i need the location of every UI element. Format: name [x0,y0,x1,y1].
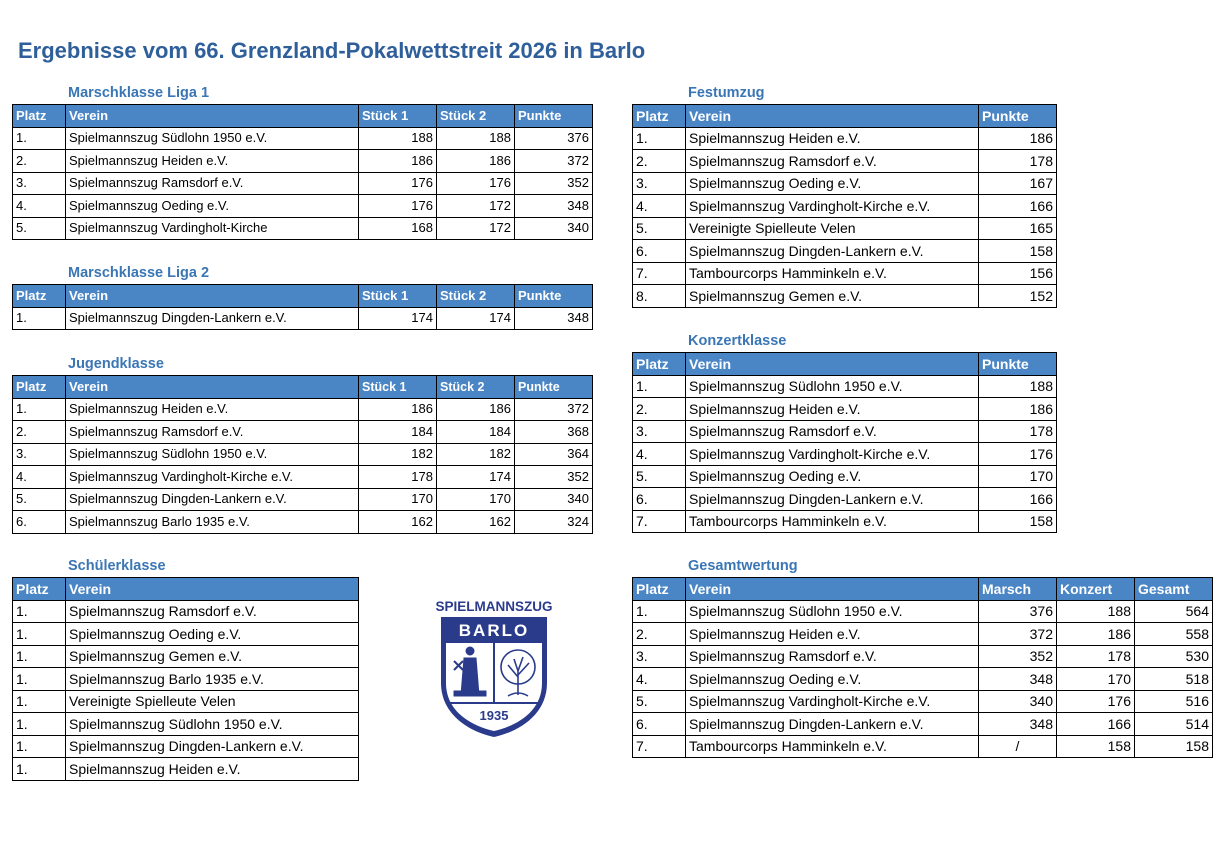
cell-konzert: 166 [1057,713,1135,736]
cell-s2: 174 [437,307,515,330]
header-stueck-2: Stück 2 [437,285,515,308]
cell-s2: 186 [437,150,515,173]
cell-punkte: 340 [515,217,593,240]
cell-verein: Spielmannszug Vardingholt-Kirche e.V. [66,466,359,489]
header-platz: Platz [633,578,686,601]
header-platz: Platz [13,285,66,308]
header-punkte: Punkte [515,285,593,308]
cell-s2: 172 [437,195,515,218]
cell-verein: Spielmannszug Heiden e.V. [66,150,359,173]
table-row [13,690,359,713]
cell-s1: 188 [359,127,437,150]
cell-s2: 172 [437,217,515,240]
table-row [633,735,1213,758]
cell-punkte: 186 [979,127,1057,150]
table-row [633,150,1057,173]
table-row [633,420,1057,443]
cell-punkte: 152 [979,285,1057,308]
schuelerklasse-table [12,577,359,781]
cell-verein: Spielmannszug Südlohn 1950 e.V. [66,713,359,736]
cell-konzert: 186 [1057,623,1135,646]
header-verein: Verein [66,105,359,128]
header-verein: Verein [66,578,359,601]
cell-verein: Spielmannszug Oeding e.V. [686,465,979,488]
table-row [13,150,593,173]
cell-platz: 7. [633,735,686,758]
cell-marsch: / [979,735,1057,758]
cell-marsch: 348 [979,713,1057,736]
cell-verein: Vereinigte Spielleute Velen [686,217,979,240]
header-stueck-1: Stück 1 [359,105,437,128]
header-platz: Platz [633,105,686,128]
cell-marsch: 372 [979,623,1057,646]
cell-platz: 1. [13,600,66,623]
cell-verein: Spielmannszug Südlohn 1950 e.V. [66,127,359,150]
cell-punkte: 348 [515,307,593,330]
table-row [633,510,1057,533]
cell-s1: 182 [359,443,437,466]
cell-s1: 176 [359,172,437,195]
table-row [13,645,359,668]
cell-s1: 176 [359,195,437,218]
table-row [633,217,1057,240]
cell-platz: 1. [13,758,66,781]
logo-year: 1935 [479,708,509,723]
section-title-schuelerklasse: Schülerklasse [68,558,166,574]
table-row [13,443,593,466]
cell-konzert: 188 [1057,600,1135,623]
header-marsch: Marsch [979,578,1057,601]
cell-s2: 184 [437,421,515,444]
cell-punkte: 372 [515,398,593,421]
header-stueck-1: Stück 1 [359,376,437,399]
cell-verein: Spielmannszug Heiden e.V. [686,127,979,150]
cell-platz: 1. [13,127,66,150]
table-header-row [13,105,593,128]
marschklasse-liga-2-table [12,284,593,330]
header-punkte: Punkte [979,105,1057,128]
cell-gesamt: 558 [1135,623,1213,646]
cell-punkte: 372 [515,150,593,173]
cell-punkte: 165 [979,217,1057,240]
table-row [13,511,593,534]
header-platz: Platz [13,376,66,399]
cell-punkte: 170 [979,465,1057,488]
cell-platz: 1. [13,307,66,330]
cell-platz: 4. [633,668,686,691]
cell-marsch: 352 [979,645,1057,668]
cell-punkte: 166 [979,488,1057,511]
cell-verein: Spielmannszug Dingden-Lankern e.V. [686,713,979,736]
cell-verein: Spielmannszug Vardingholt-Kirche e.V. [686,195,979,218]
cell-platz: 5. [633,465,686,488]
jugendklasse-table [12,375,593,534]
cell-punkte: 368 [515,421,593,444]
cell-s1: 186 [359,150,437,173]
cell-verein: Spielmannszug Oeding e.V. [686,172,979,195]
cell-verein: Spielmannszug Dingden-Lankern e.V. [66,735,359,758]
section-title-marschklasse-liga-2: Marschklasse Liga 2 [68,265,210,281]
header-verein: Verein [66,376,359,399]
cell-platz: 7. [633,510,686,533]
table-header-row [13,578,359,601]
cell-platz: 6. [13,511,66,534]
table-row [633,398,1057,421]
cell-gesamt: 518 [1135,668,1213,691]
cell-platz: 3. [633,420,686,443]
table-header-row [633,578,1213,601]
cell-platz: 4. [13,195,66,218]
logo-text-name: BARLO [458,621,530,640]
cell-verein: Spielmannszug Südlohn 1950 e.V. [66,443,359,466]
header-stueck-2: Stück 2 [437,105,515,128]
cell-punkte: 178 [979,150,1057,173]
table-row [13,668,359,691]
cell-s1: 184 [359,421,437,444]
cell-s2: 188 [437,127,515,150]
cell-platz: 5. [633,690,686,713]
cell-verein: Spielmannszug Vardingholt-Kirche e.V. [686,443,979,466]
table-row [633,443,1057,466]
table-row [633,465,1057,488]
table-row [633,195,1057,218]
table-row [13,398,593,421]
cell-s2: 162 [437,511,515,534]
cell-verein: Spielmannszug Oeding e.V. [66,623,359,646]
cell-konzert: 158 [1057,735,1135,758]
cell-s1: 186 [359,398,437,421]
cell-s2: 176 [437,172,515,195]
header-platz: Platz [13,578,66,601]
cell-platz: 1. [13,645,66,668]
section-title-gesamtwertung: Gesamtwertung [688,558,798,574]
cell-punkte: 364 [515,443,593,466]
cell-verein: Spielmannszug Heiden e.V. [686,398,979,421]
header-verein: Verein [686,578,979,601]
cell-verein: Spielmannszug Heiden e.V. [66,758,359,781]
table-row [633,668,1213,691]
cell-verein: Spielmannszug Ramsdorf e.V. [686,420,979,443]
cell-verein: Spielmannszug Dingden-Lankern e.V. [66,307,359,330]
table-row [13,307,593,330]
table-header-row [13,285,593,308]
cell-verein: Tambourcorps Hamminkeln e.V. [686,262,979,285]
cell-verein: Spielmannszug Dingden-Lankern e.V. [686,488,979,511]
cell-punkte: 188 [979,375,1057,398]
cell-s2: 174 [437,466,515,489]
table-row [633,713,1213,736]
marschklasse-liga-1-table [12,104,593,240]
cell-s1: 178 [359,466,437,489]
section-title-marschklasse-liga-1: Marschklasse Liga 1 [68,85,210,101]
cell-s2: 182 [437,443,515,466]
festumzug-table [632,104,1057,308]
page-title: Ergebnisse vom 66. Grenzland-Pokalwettstreit 2026 in Barlo [18,38,646,63]
table-row [13,195,593,218]
cell-marsch: 376 [979,600,1057,623]
cell-punkte: 166 [979,195,1057,218]
cell-punkte: 186 [979,398,1057,421]
header-stueck-1: Stück 1 [359,285,437,308]
cell-punkte: 340 [515,488,593,511]
cell-marsch: 348 [979,668,1057,691]
cell-verein: Spielmannszug Oeding e.V. [686,668,979,691]
cell-verein: Spielmannszug Dingden-Lankern e.V. [686,240,979,263]
cell-platz: 8. [633,285,686,308]
table-header-row [633,105,1057,128]
table-row [633,488,1057,511]
cell-platz: 5. [13,488,66,511]
table-row [13,623,359,646]
table-row [13,421,593,444]
cell-verein: Spielmannszug Ramsdorf e.V. [686,645,979,668]
cell-verein: Vereinigte Spielleute Velen [66,690,359,713]
table-row [13,758,359,781]
cell-konzert: 178 [1057,645,1135,668]
header-punkte: Punkte [979,353,1057,376]
table-row [633,690,1213,713]
cell-s1: 174 [359,307,437,330]
cell-platz: 2. [633,150,686,173]
section-title-festumzug: Festumzug [688,85,765,101]
cell-verein: Spielmannszug Vardingholt-Kirche e.V. [686,690,979,713]
header-platz: Platz [13,105,66,128]
table-row [13,172,593,195]
cell-platz: 6. [633,713,686,736]
table-row [13,217,593,240]
section-title-jugendklasse: Jugendklasse [68,356,164,372]
cell-s2: 170 [437,488,515,511]
cell-punkte: 158 [979,510,1057,533]
gesamtwertung-table [632,577,1213,758]
table-row [13,466,593,489]
cell-punkte: 176 [979,443,1057,466]
cell-verein: Spielmannszug Gemen e.V. [686,285,979,308]
cell-verein: Spielmannszug Vardingholt-Kirche [66,217,359,240]
cell-platz: 1. [13,668,66,691]
cell-platz: 1. [13,398,66,421]
cell-platz: 3. [633,172,686,195]
cell-verein: Spielmannszug Südlohn 1950 e.V. [686,600,979,623]
table-row [633,262,1057,285]
cell-s1: 170 [359,488,437,511]
header-punkte: Punkte [515,105,593,128]
cell-marsch: 340 [979,690,1057,713]
table-row [13,488,593,511]
header-gesamt: Gesamt [1135,578,1213,601]
table-row [13,713,359,736]
cell-punkte: 352 [515,172,593,195]
header-verein: Verein [66,285,359,308]
cell-platz: 1. [13,623,66,646]
cell-verein: Spielmannszug Dingden-Lankern e.V. [66,488,359,511]
header-verein: Verein [686,105,979,128]
header-platz: Platz [633,353,686,376]
cell-verein: Spielmannszug Barlo 1935 e.V. [66,668,359,691]
cell-platz: 2. [13,150,66,173]
cell-platz: 2. [633,398,686,421]
cell-verein: Spielmannszug Ramsdorf e.V. [686,150,979,173]
cell-punkte: 178 [979,420,1057,443]
cell-platz: 6. [633,488,686,511]
cell-platz: 1. [13,713,66,736]
table-row [633,600,1213,623]
cell-platz: 3. [13,443,66,466]
cell-punkte: 158 [979,240,1057,263]
table-header-row [633,353,1057,376]
konzertklasse-table [632,352,1057,533]
header-verein: Verein [686,353,979,376]
table-row [633,285,1057,308]
cell-verein: Spielmannszug Barlo 1935 e.V. [66,511,359,534]
header-stueck-2: Stück 2 [437,376,515,399]
cell-platz: 4. [633,195,686,218]
cell-s1: 168 [359,217,437,240]
cell-platz: 5. [13,217,66,240]
logo-text-top: SPIELMANNSZUG [435,599,553,614]
cell-verein: Spielmannszug Heiden e.V. [686,623,979,646]
cell-verein: Spielmannszug Heiden e.V. [66,398,359,421]
table-row [633,623,1213,646]
cell-gesamt: 530 [1135,645,1213,668]
cell-platz: 1. [13,735,66,758]
cell-verein: Tambourcorps Hamminkeln e.V. [686,735,979,758]
cell-platz: 1. [633,600,686,623]
cell-platz: 1. [13,690,66,713]
cell-gesamt: 516 [1135,690,1213,713]
table-header-row [13,376,593,399]
table-row [633,172,1057,195]
section-title-konzertklasse: Konzertklasse [688,333,787,349]
cell-punkte: 352 [515,466,593,489]
cell-platz: 7. [633,262,686,285]
cell-konzert: 170 [1057,668,1135,691]
cell-verein: Spielmannszug Südlohn 1950 e.V. [686,375,979,398]
cell-platz: 5. [633,217,686,240]
table-row [633,127,1057,150]
cell-platz: 1. [633,375,686,398]
table-row [633,240,1057,263]
cell-punkte: 376 [515,127,593,150]
header-punkte: Punkte [515,376,593,399]
cell-gesamt: 158 [1135,735,1213,758]
cell-punkte: 324 [515,511,593,534]
cell-konzert: 176 [1057,690,1135,713]
cell-platz: 3. [13,172,66,195]
cell-platz: 4. [633,443,686,466]
spielmannszug-barlo-logo [434,595,554,740]
table-row [13,735,359,758]
table-row [13,600,359,623]
cell-verein: Spielmannszug Ramsdorf e.V. [66,172,359,195]
cell-verein: Spielmannszug Ramsdorf e.V. [66,600,359,623]
cell-platz: 2. [13,421,66,444]
cell-gesamt: 564 [1135,600,1213,623]
cell-platz: 3. [633,645,686,668]
cell-gesamt: 514 [1135,713,1213,736]
cell-verein: Spielmannszug Ramsdorf e.V. [66,421,359,444]
cell-platz: 4. [13,466,66,489]
table-row [13,127,593,150]
table-row [633,375,1057,398]
cell-platz: 2. [633,623,686,646]
cell-s1: 162 [359,511,437,534]
cell-verein: Spielmannszug Oeding e.V. [66,195,359,218]
cell-punkte: 348 [515,195,593,218]
header-konzert: Konzert [1057,578,1135,601]
cell-verein: Tambourcorps Hamminkeln e.V. [686,510,979,533]
cell-punkte: 156 [979,262,1057,285]
cell-platz: 1. [633,127,686,150]
cell-verein: Spielmannszug Gemen e.V. [66,645,359,668]
table-row [633,645,1213,668]
cell-punkte: 167 [979,172,1057,195]
cell-platz: 6. [633,240,686,263]
cell-s2: 186 [437,398,515,421]
